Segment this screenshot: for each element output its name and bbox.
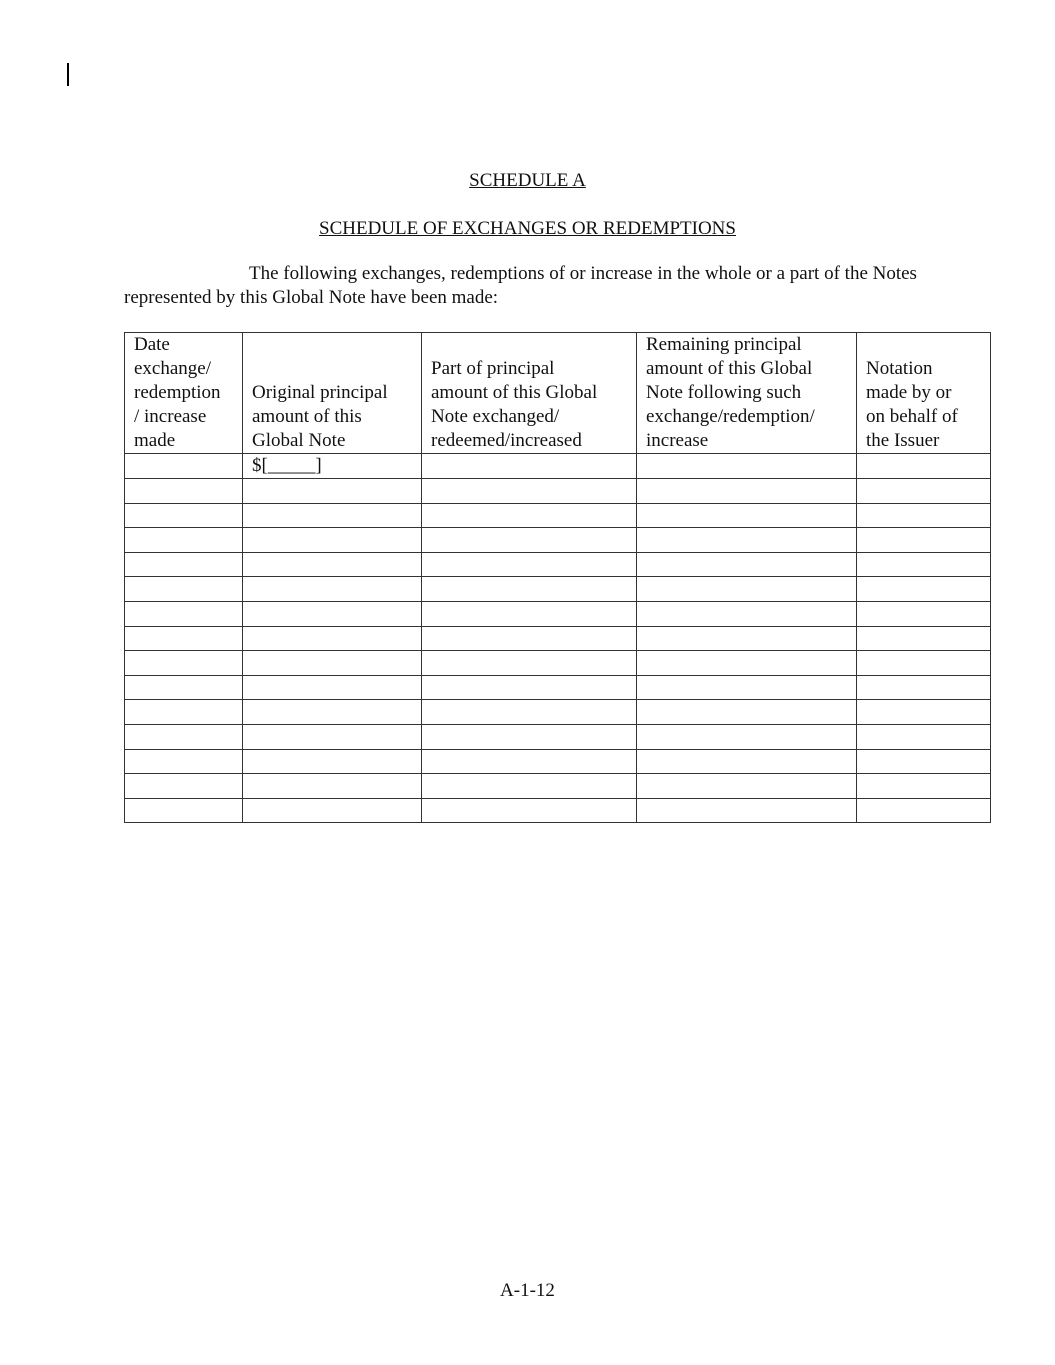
table-cell	[243, 552, 422, 577]
table-cell	[125, 749, 243, 774]
table-cell	[637, 700, 857, 725]
table-cell	[125, 651, 243, 676]
table-row	[125, 675, 991, 700]
table-cell	[422, 798, 637, 823]
table-cell	[125, 577, 243, 602]
table-cell	[125, 724, 243, 749]
table-cell	[125, 503, 243, 528]
table-header-row	[125, 333, 991, 454]
table-cell	[857, 749, 991, 774]
table-cell	[857, 528, 991, 553]
table-cell	[637, 724, 857, 749]
schedule-subtitle: SCHEDULE OF EXCHANGES OR REDEMPTIONS	[319, 218, 736, 239]
table-cell	[857, 479, 991, 504]
table-cell	[857, 626, 991, 651]
table-row	[125, 552, 991, 577]
table-cell	[125, 454, 243, 479]
page-number: A-1-12	[500, 1280, 555, 1301]
table-cell	[125, 675, 243, 700]
table-cell	[857, 774, 991, 799]
table-cell	[637, 552, 857, 577]
table-cell	[243, 503, 422, 528]
table-cell	[422, 528, 637, 553]
table-cell	[637, 626, 857, 651]
table-cell	[125, 774, 243, 799]
table-row	[125, 503, 991, 528]
text-cursor	[67, 63, 69, 86]
table-cell	[125, 528, 243, 553]
table-row	[125, 700, 991, 725]
table-row	[125, 724, 991, 749]
table-cell	[857, 503, 991, 528]
table-cell	[637, 774, 857, 799]
table-cell	[422, 774, 637, 799]
table-cell	[243, 749, 422, 774]
table-cell	[125, 479, 243, 504]
table-cell	[857, 651, 991, 676]
table-cell	[243, 675, 422, 700]
table-cell	[637, 528, 857, 553]
table-cell	[422, 577, 637, 602]
table-cell	[422, 479, 637, 504]
table-cell	[637, 675, 857, 700]
header-notation: Notation made by or on behalf of the Issuer	[857, 333, 991, 454]
table-cell	[243, 774, 422, 799]
table-row	[125, 626, 991, 651]
table-cell	[125, 552, 243, 577]
table-cell	[422, 552, 637, 577]
table-cell	[243, 700, 422, 725]
table-cell	[422, 700, 637, 725]
table-cell	[243, 798, 422, 823]
table-row	[125, 798, 991, 823]
table-cell	[637, 798, 857, 823]
table-cell	[243, 601, 422, 626]
table-row	[125, 577, 991, 602]
table-cell	[243, 479, 422, 504]
table-row	[125, 651, 991, 676]
header-original-amount: Original principal amount of this Global Note	[243, 333, 422, 454]
table-row	[125, 601, 991, 626]
table-cell	[243, 528, 422, 553]
table-cell	[857, 675, 991, 700]
table-cell	[857, 724, 991, 749]
table-row	[125, 749, 991, 774]
header-remaining-amount: Remaining principal amount of this Global Note following such exchange/redemption/ increase	[637, 333, 857, 454]
table-cell	[637, 651, 857, 676]
table-cell	[637, 454, 857, 479]
schedule-title: SCHEDULE A	[469, 170, 586, 191]
table-cell	[637, 479, 857, 504]
schedule-table	[124, 332, 991, 823]
table-cell	[637, 601, 857, 626]
table-cell	[422, 651, 637, 676]
table-cell	[422, 724, 637, 749]
header-date: Date exchange/ redemption / increase made	[125, 333, 243, 454]
table-cell	[857, 552, 991, 577]
table-cell	[243, 577, 422, 602]
table-row	[125, 479, 991, 504]
table-cell	[243, 724, 422, 749]
table-cell	[857, 798, 991, 823]
table-cell	[125, 798, 243, 823]
original-amount-cell: $[_____]	[243, 454, 422, 479]
table-cell	[857, 601, 991, 626]
table-cell	[637, 749, 857, 774]
table-cell	[857, 454, 991, 479]
table-row	[125, 528, 991, 553]
table-cell	[422, 626, 637, 651]
intro-paragraph: The following exchanges, redemptions of or increase in the whole or a part of the Notes represented by this Global Note have been made:	[124, 263, 917, 308]
table-row	[125, 774, 991, 799]
table-cell	[857, 700, 991, 725]
table-cell	[243, 626, 422, 651]
header-part-exchanged: Part of principal amount of this Global Note exchanged/ redeemed/increased	[422, 333, 637, 454]
table-cell	[422, 675, 637, 700]
table-cell	[422, 454, 637, 479]
table-cell	[243, 651, 422, 676]
table-cell	[125, 700, 243, 725]
table-cell	[125, 626, 243, 651]
table-cell	[125, 601, 243, 626]
table-cell	[857, 577, 991, 602]
table-cell	[637, 577, 857, 602]
table-cell	[637, 503, 857, 528]
table-row	[125, 454, 991, 479]
table-cell	[422, 503, 637, 528]
table-cell	[422, 749, 637, 774]
table-cell	[422, 601, 637, 626]
